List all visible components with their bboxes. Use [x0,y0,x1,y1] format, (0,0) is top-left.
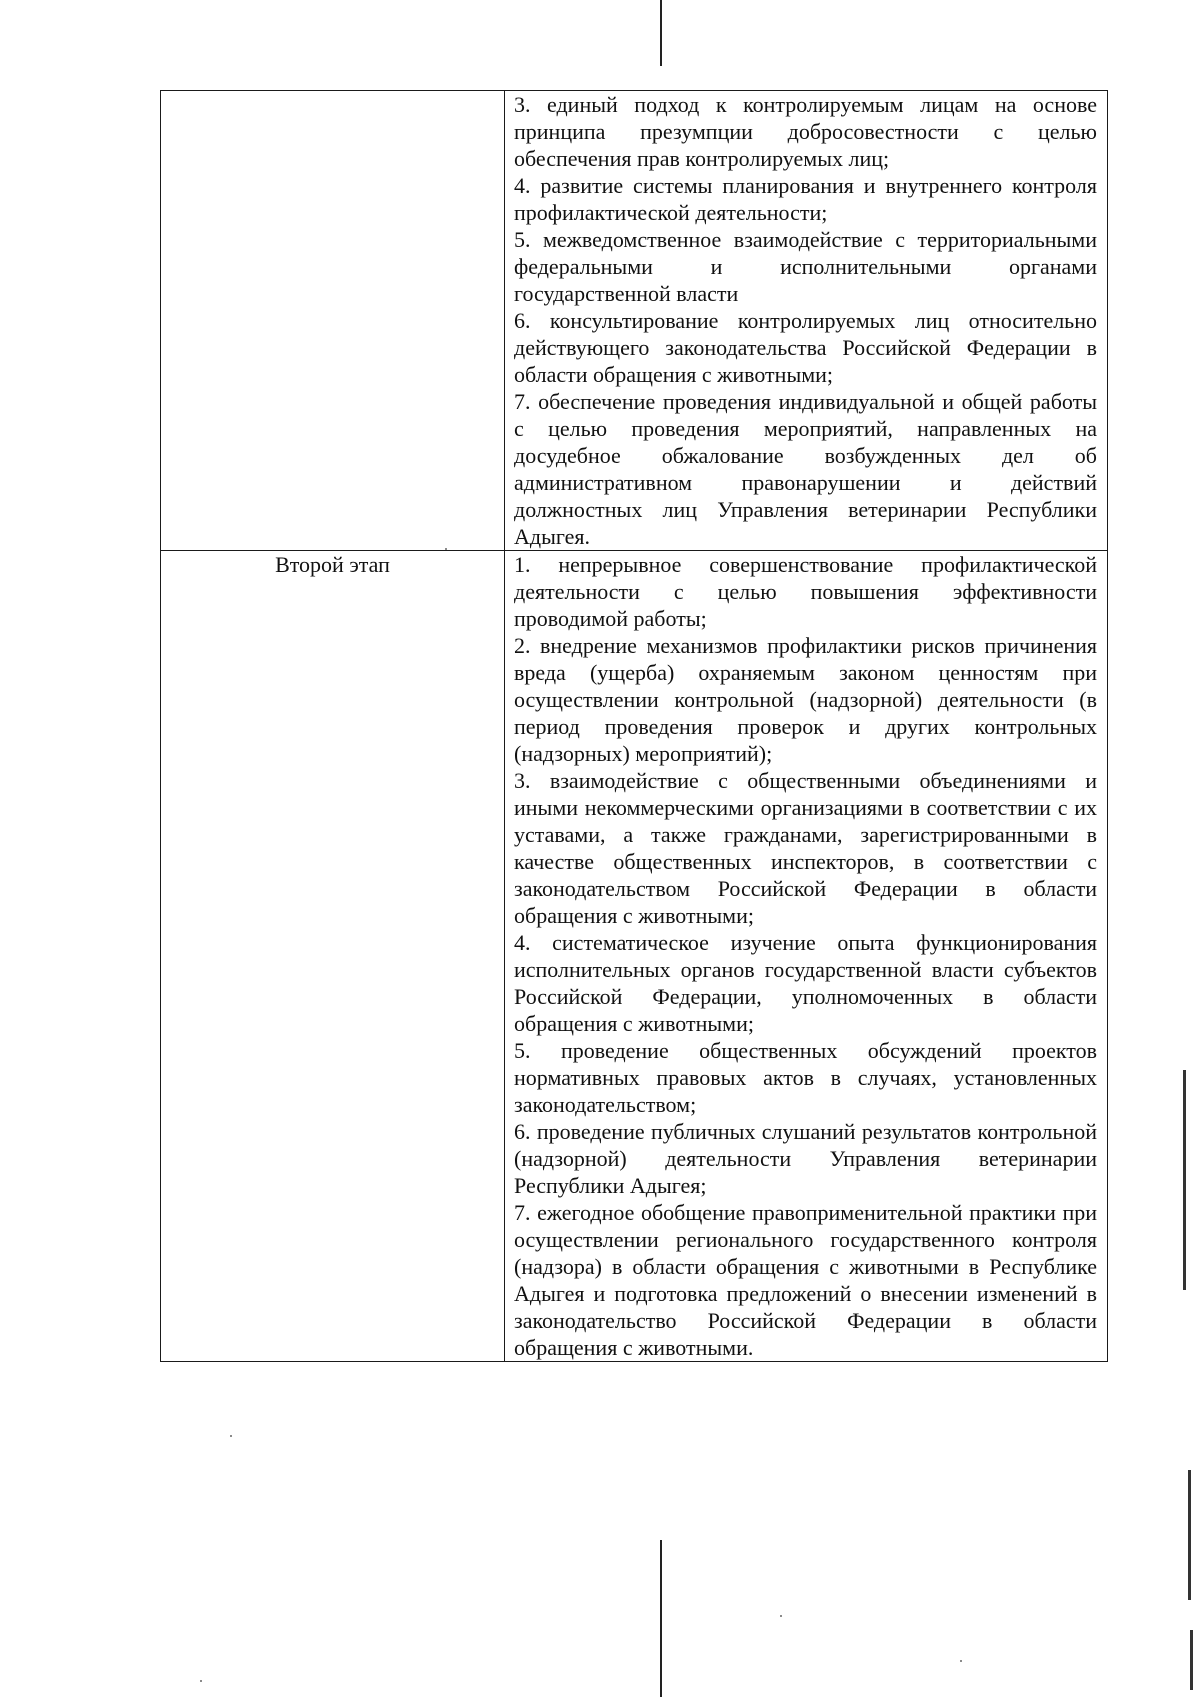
list-item: 3. взаимодействие с общественными объединениями и иными некоммерческими организациями в соответствии с их уставами, а также гражданами, зарегистрированными в качестве общественных инспекторов, в соответствии с законодательством Российской Федерации в области обращения с животными; [514,768,1097,928]
binding-line-top [660,0,662,66]
list-item: 2. внедрение механизмов профилактики рисков причинения вреда (ущерба) охраняемым законом ценностям при осуществлении контрольной (надзорной) деятельности (в период проведения проверок и других контрольных (надзорных) мероприятий); [514,633,1097,766]
list-item: 6. проведение публичных слушаний результатов контрольной (надзорной) деятельности Управления ветеринарии Республики Адыгея; [514,1119,1097,1198]
list-item: 5. межведомственное взаимодействие с территориальными федеральными и исполнительными органами государственной власти [514,227,1097,306]
list-item: 3. единый подход к контролируемым лицам на основе принципа презумпции добросовестности с целью обеспечения прав контролируемых лиц; [514,92,1097,171]
binding-line-bottom [660,1540,662,1697]
table-row [161,91,1108,551]
list-item: 7. ежегодное обобщение правоприменительной практики при осуществлении регионального государственного контроля (надзора) в области обращения с животными в Республике Адыгея и подготовка предложений о внесении изменений в законодательство Российской Федерации в области обращения с животными. [514,1200,1097,1360]
tasks-cell [505,91,1108,551]
scan-speck [200,1680,202,1682]
list-item: 5. проведение общественных обсуждений проектов нормативных правовых актов в случаях, установленных законодательством; [514,1038,1097,1117]
list-item: 1. непрерывное совершенствование профилактической деятельности с целью повышения эффективности проводимой работы; [514,552,1097,631]
table-row [161,551,1108,1362]
scan-speck [230,1435,232,1437]
stage-cell [161,91,505,551]
stage-name: Второй этап [275,552,390,577]
stage-cell [161,551,505,1362]
scan-edge-mark [1188,1470,1191,1600]
stages-table [160,90,1108,1362]
list-item: 4. развитие системы планирования и внутреннего контроля профилактической деятельности; [514,173,1097,225]
list-item: 6. консультирование контролируемых лиц относительно действующего законодательства Российской Федерации в области обращения с животными; [514,308,1097,387]
list-item: 4. систематическое изучение опыта функционирования исполнительных органов государственной власти субъектов Российской Федерации, уполномоченных в области обращения с животными; [514,930,1097,1036]
scan-edge-mark [1190,1630,1193,1690]
scan-edge-mark [1183,1070,1186,1290]
scan-speck [780,1615,782,1617]
list-item: 7. обеспечение проведения индивидуальной и общей работы с целью проведения мероприятий, направленных на досудебное обжалование возбужденных дел об административном правонарушении и действий должностных лиц Управления ветеринарии Республики Адыгея. [514,389,1097,549]
scan-speck [960,1660,962,1662]
tasks-cell [505,551,1108,1362]
